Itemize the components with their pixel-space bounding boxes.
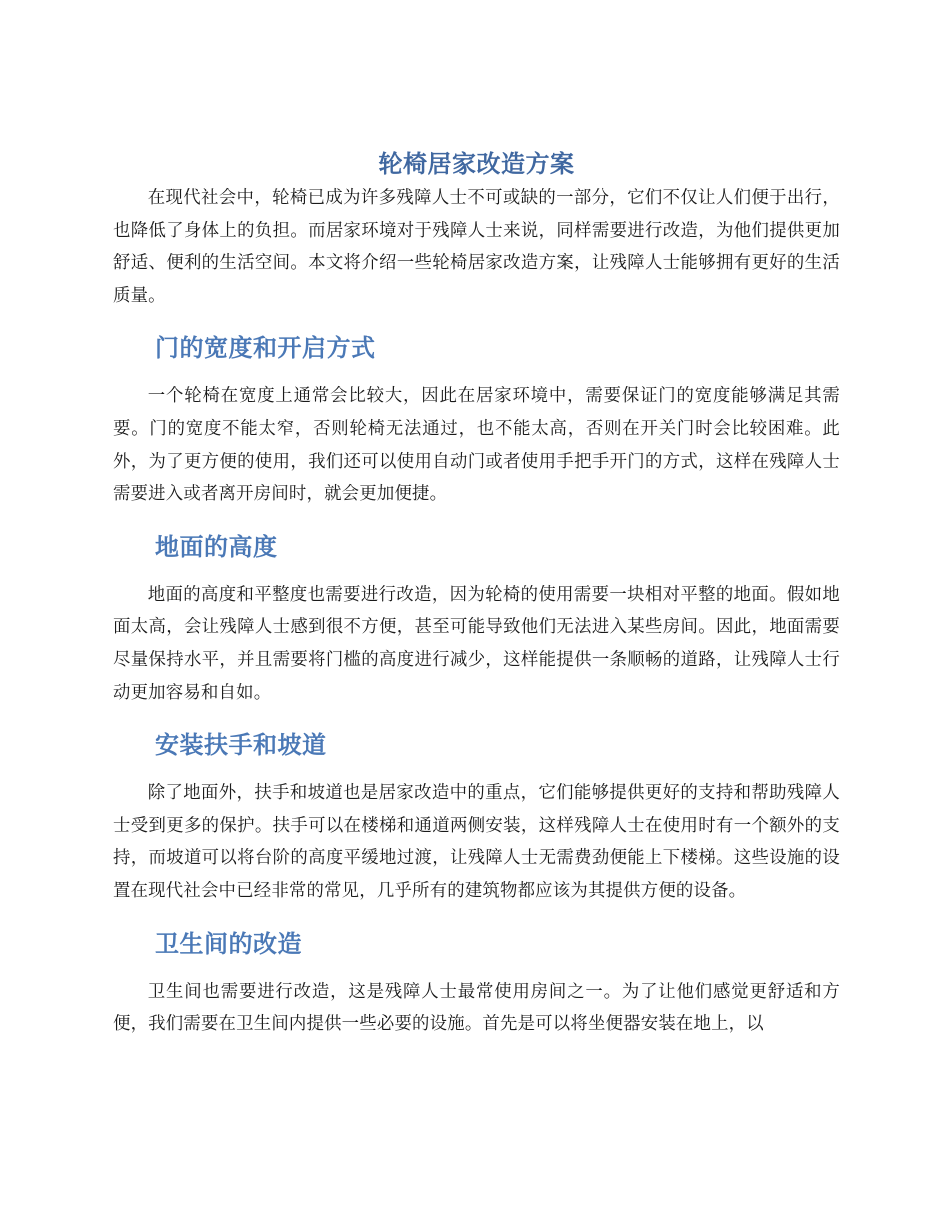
section-paragraph-handrail: 除了地面外，扶手和坡道也是居家改造中的重点，它们能够提供更好的支持和帮助残障人士受到更多的保护。扶手可以在楼梯和通道两侧安装，这样残障人士在使用时有一个额外的支持，而坡道可以将台阶的高度平缓地过渡，让残障人士无需费劲便能上下楼梯。这些设施的设置在现代社会中已经非常的常见，几乎所有的建筑物都应该为其提供方便的设备。 [113, 783, 840, 901]
section-heading-handrail: 安装扶手和坡道 [155, 731, 327, 760]
section-heading-floor: 地面的高度 [155, 532, 278, 561]
intro-paragraph: 在现代社会中，轮椅已成为许多残障人士不可或缺的一部分，它们不仅让人们便于出行，也降低了身体上的负担。而居家环境对于残障人士来说，同样需要进行改造，为他们提供更加舒适、便利的生活空间。本文将介绍一些轮椅居家改造方案，让残障人士能够拥有更好的生活质量。 [113, 188, 840, 306]
section-handrail-heading-wrap [113, 729, 840, 761]
section-door-heading-wrap [113, 332, 840, 364]
document-page [113, 140, 840, 1041]
section-heading-door: 门的宽度和开启方式 [155, 334, 376, 363]
section-paragraph-floor: 地面的高度和平整度也需要进行改造，因为轮椅的使用需要一块相对平整的地面。假如地面太高，会让残障人士感到很不方便，甚至可能导致他们无法进入某些房间。因此，地面需要尽量保持水平，并且需要将门槛的高度进行减少，这样能提供一条顺畅的道路，让残障人士行动更加容易和自如。 [113, 584, 840, 703]
section-floor-heading-wrap [113, 531, 840, 563]
section-paragraph-door: 一个轮椅在宽度上通常会比较大，因此在居家环境中，需要保证门的宽度能够满足其需要。门的宽度不能太窄，否则轮椅无法通过，也不能太高，否则在开关门时会比较困难。此外，为了更方便的使用，我们还可以使用自动门或者使用手把手开门的方式，这样在残障人士需要进入或者离开房间时，就会更加便捷。 [113, 386, 840, 505]
section-paragraph-bathroom: 卫生间也需要进行改造，这是残障人士最常使用房间之一。为了让他们感觉更舒适和方便，我们需要在卫生间内提供一些必要的设施。首先是可以将坐便器安装在地上，以 [113, 981, 840, 1035]
document-title: 轮椅居家改造方案 [378, 150, 575, 178]
section-bathroom-heading-wrap [113, 928, 840, 960]
section-heading-bathroom: 卫生间的改造 [155, 929, 302, 958]
